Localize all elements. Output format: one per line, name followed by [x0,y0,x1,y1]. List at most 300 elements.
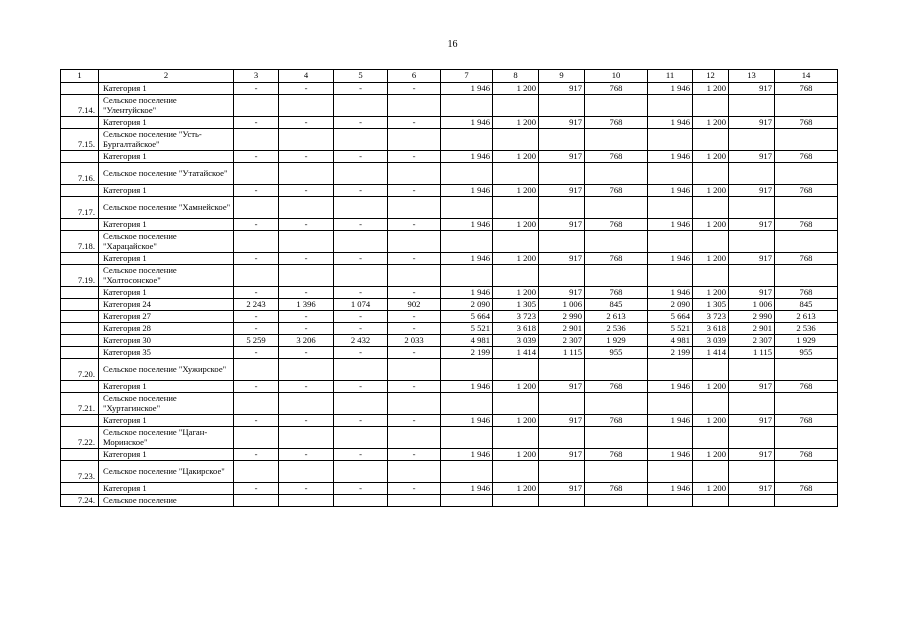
value-cell: 1 946 [648,185,693,197]
tariff-table [60,69,838,507]
settlement-row [61,461,838,483]
empty-cell [441,265,493,287]
value-cell: 1 946 [441,483,493,495]
value-cell: 4 981 [648,335,693,347]
value-cell: - [234,449,279,461]
settlement-name: Сельское поселение "Улентуйское" [99,95,234,117]
value-cell: 1 200 [493,449,539,461]
value-cell: 1 414 [693,347,729,359]
value-cell: 1 200 [493,83,539,95]
value-cell: 917 [729,253,775,265]
value-cell: - [279,151,334,163]
settlement-row [61,163,838,185]
empty-cell [539,393,585,415]
empty-cell [729,393,775,415]
value-cell: 917 [729,381,775,393]
value-cell: - [279,83,334,95]
empty-cell [729,359,775,381]
value-cell: 1 946 [648,415,693,427]
category-row [61,287,838,299]
value-cell: 2 536 [585,323,648,335]
value-cell: 768 [585,219,648,231]
empty-cell [648,129,693,151]
empty-cell [388,427,441,449]
value-cell: - [234,117,279,129]
empty-cell [585,265,648,287]
value-cell: 1 946 [441,253,493,265]
value-cell: 1 946 [648,483,693,495]
empty-cell [539,129,585,151]
value-cell: 1 946 [648,287,693,299]
value-cell: - [334,311,388,323]
settlement-row [61,359,838,381]
value-cell: 1 946 [648,381,693,393]
category-row [61,117,838,129]
empty-cell [279,265,334,287]
value-cell: - [334,483,388,495]
value-cell: 1 929 [775,335,838,347]
empty-cell [539,495,585,507]
category-row [61,83,838,95]
category-label: Категория 1 [99,83,234,95]
value-cell: 917 [539,415,585,427]
value-cell: 1 006 [539,299,585,311]
empty-cell [729,231,775,253]
value-cell: 1 929 [585,335,648,347]
category-label: Категория 35 [99,347,234,359]
value-cell: 768 [775,253,838,265]
value-cell: 1 946 [441,449,493,461]
value-cell: 1 200 [693,219,729,231]
empty-cell [334,163,388,185]
value-cell: - [334,219,388,231]
value-cell: 917 [539,185,585,197]
value-cell: 2 901 [539,323,585,335]
value-cell: - [234,323,279,335]
empty-cell [234,197,279,219]
value-cell: 768 [585,185,648,197]
empty-cell [729,95,775,117]
value-cell: 1 200 [693,483,729,495]
settlement-index: 7.21. [61,393,99,415]
settlement-name: Сельское поселение "Харацайское" [99,231,234,253]
category-label: Категория 1 [99,415,234,427]
value-cell: 3 618 [693,323,729,335]
index-cell [61,117,99,129]
index-cell [61,299,99,311]
empty-cell [539,197,585,219]
category-label: Категория 1 [99,219,234,231]
value-cell: - [234,311,279,323]
index-cell [61,287,99,299]
empty-cell [493,231,539,253]
category-row [61,381,838,393]
value-cell: - [388,323,441,335]
value-cell: 1 200 [493,185,539,197]
settlement-name: Сельское поселение "Хамнейское" [99,197,234,219]
value-cell: 1 946 [441,415,493,427]
value-cell: 5 521 [648,323,693,335]
empty-cell [775,265,838,287]
value-cell: 1 200 [693,185,729,197]
empty-cell [279,359,334,381]
column-number-cell: 4 [279,70,334,83]
value-cell: 1 200 [493,151,539,163]
value-cell: 917 [539,287,585,299]
value-cell: 917 [539,117,585,129]
settlement-name: Сельское поселение "Цаган-Моринское" [99,427,234,449]
empty-cell [493,359,539,381]
column-number-row [61,70,838,83]
value-cell: 1 006 [729,299,775,311]
value-cell: 768 [585,117,648,129]
value-cell: 845 [775,299,838,311]
empty-cell [334,129,388,151]
empty-cell [441,197,493,219]
empty-cell [539,265,585,287]
value-cell: - [334,347,388,359]
value-cell: 768 [775,185,838,197]
empty-cell [585,359,648,381]
value-cell: 1 200 [493,415,539,427]
value-cell: 1 200 [693,415,729,427]
empty-cell [775,359,838,381]
empty-cell [388,163,441,185]
column-number-cell: 1 [61,70,99,83]
value-cell: 5 664 [648,311,693,323]
empty-cell [585,461,648,483]
value-cell: - [234,483,279,495]
empty-cell [279,95,334,117]
value-cell: 917 [539,483,585,495]
value-cell: 768 [585,151,648,163]
value-cell: - [234,185,279,197]
value-cell: - [279,323,334,335]
empty-cell [693,129,729,151]
empty-cell [234,359,279,381]
value-cell: 768 [585,415,648,427]
index-cell [61,347,99,359]
empty-cell [585,129,648,151]
value-cell: 917 [729,83,775,95]
value-cell: 1 946 [441,117,493,129]
empty-cell [334,197,388,219]
empty-cell [388,495,441,507]
empty-cell [388,95,441,117]
settlement-row [61,265,838,287]
value-cell: - [334,449,388,461]
category-row [61,185,838,197]
value-cell: 917 [729,449,775,461]
empty-cell [539,461,585,483]
category-label: Категория 28 [99,323,234,335]
empty-cell [334,495,388,507]
value-cell: - [279,219,334,231]
value-cell: - [279,253,334,265]
empty-cell [693,95,729,117]
settlement-name: Сельское поселение [99,495,234,507]
value-cell: 2 199 [648,347,693,359]
value-cell: 1 200 [693,253,729,265]
column-number-cell: 14 [775,70,838,83]
settlement-index: 7.24. [61,495,99,507]
value-cell: 768 [775,219,838,231]
value-cell: - [234,347,279,359]
value-cell: 917 [729,219,775,231]
value-cell: 3 039 [493,335,539,347]
value-cell: 1 946 [648,253,693,265]
empty-cell [648,461,693,483]
value-cell: 5 664 [441,311,493,323]
value-cell: - [279,185,334,197]
empty-cell [334,461,388,483]
value-cell: 917 [729,151,775,163]
column-number-cell: 13 [729,70,775,83]
value-cell: 1 200 [493,381,539,393]
value-cell: 2 243 [234,299,279,311]
value-cell: 1 946 [648,117,693,129]
empty-cell [585,163,648,185]
empty-cell [493,427,539,449]
value-cell: 4 981 [441,335,493,347]
value-cell: 2 536 [775,323,838,335]
value-cell: - [388,287,441,299]
value-cell: - [388,381,441,393]
value-cell: 955 [585,347,648,359]
empty-cell [729,427,775,449]
empty-cell [775,427,838,449]
value-cell: - [334,323,388,335]
empty-cell [234,495,279,507]
value-cell: - [234,287,279,299]
value-cell: 3 039 [693,335,729,347]
empty-cell [729,163,775,185]
value-cell: 2 901 [729,323,775,335]
empty-cell [585,231,648,253]
empty-cell [334,427,388,449]
value-cell: 768 [585,483,648,495]
value-cell: - [388,117,441,129]
column-number-cell: 6 [388,70,441,83]
value-cell: 2 432 [334,335,388,347]
value-cell: - [388,253,441,265]
index-cell [61,311,99,323]
value-cell: 3 206 [279,335,334,347]
value-cell: 845 [585,299,648,311]
empty-cell [441,359,493,381]
value-cell: 1 305 [493,299,539,311]
index-cell [61,381,99,393]
value-cell: 1 305 [693,299,729,311]
empty-cell [693,495,729,507]
empty-cell [388,265,441,287]
category-label: Категория 24 [99,299,234,311]
category-row [61,253,838,265]
empty-cell [775,163,838,185]
category-label: Категория 1 [99,253,234,265]
value-cell: - [388,415,441,427]
value-cell: - [234,381,279,393]
value-cell: 1 200 [693,117,729,129]
value-cell: - [279,483,334,495]
value-cell: 768 [585,287,648,299]
empty-cell [388,197,441,219]
value-cell: - [334,151,388,163]
value-cell: - [279,311,334,323]
value-cell: 917 [539,253,585,265]
index-cell [61,253,99,265]
column-number-cell: 9 [539,70,585,83]
empty-cell [493,163,539,185]
settlement-row [61,129,838,151]
empty-cell [279,427,334,449]
empty-cell [493,393,539,415]
empty-cell [441,393,493,415]
column-number-cell: 11 [648,70,693,83]
empty-cell [388,461,441,483]
empty-cell [775,495,838,507]
empty-cell [234,95,279,117]
category-row [61,347,838,359]
value-cell: - [388,219,441,231]
settlement-index: 7.19. [61,265,99,287]
column-number-cell: 3 [234,70,279,83]
value-cell: 3 723 [493,311,539,323]
category-row [61,415,838,427]
value-cell: 2 613 [585,311,648,323]
empty-cell [493,129,539,151]
value-cell: 1 946 [648,449,693,461]
value-cell: 917 [539,219,585,231]
value-cell: - [234,83,279,95]
category-label: Категория 1 [99,117,234,129]
page-number: 16 [447,39,458,50]
empty-cell [234,393,279,415]
empty-cell [729,265,775,287]
empty-cell [539,231,585,253]
category-row [61,299,838,311]
value-cell: 1 414 [493,347,539,359]
value-cell: 917 [729,483,775,495]
value-cell: 917 [539,381,585,393]
value-cell: - [388,311,441,323]
value-cell: 1 946 [441,381,493,393]
settlement-name: Сельское поселение "Холтосонское" [99,265,234,287]
settlement-name: Сельское поселение "Усть-Бургалтайское" [99,129,234,151]
empty-cell [585,495,648,507]
empty-cell [279,393,334,415]
index-cell [61,483,99,495]
index-cell [61,323,99,335]
empty-cell [775,461,838,483]
empty-cell [648,393,693,415]
value-cell: 1 946 [648,151,693,163]
empty-cell [585,427,648,449]
empty-cell [648,95,693,117]
value-cell: - [334,83,388,95]
empty-cell [693,163,729,185]
empty-cell [441,129,493,151]
empty-cell [729,197,775,219]
empty-cell [441,461,493,483]
category-row [61,151,838,163]
settlement-index: 7.22. [61,427,99,449]
value-cell: 1 946 [441,219,493,231]
value-cell: 2 990 [539,311,585,323]
value-cell: - [234,415,279,427]
value-cell: 1 115 [729,347,775,359]
value-cell: 1 946 [441,185,493,197]
index-cell [61,449,99,461]
settlement-index: 7.15. [61,129,99,151]
value-cell: - [388,83,441,95]
empty-cell [334,265,388,287]
settlement-index: 7.17. [61,197,99,219]
empty-cell [729,495,775,507]
empty-cell [693,427,729,449]
index-cell [61,415,99,427]
settlement-row [61,231,838,253]
value-cell: - [334,185,388,197]
value-cell: 768 [775,117,838,129]
value-cell: 1 200 [693,381,729,393]
value-cell: - [234,253,279,265]
empty-cell [279,163,334,185]
value-cell: 1 396 [279,299,334,311]
empty-cell [775,95,838,117]
value-cell: 1 200 [493,253,539,265]
index-cell [61,219,99,231]
value-cell: - [388,483,441,495]
value-cell: 5 259 [234,335,279,347]
empty-cell [234,265,279,287]
value-cell: 5 521 [441,323,493,335]
empty-cell [234,461,279,483]
category-label: Категория 30 [99,335,234,347]
value-cell: 917 [729,185,775,197]
value-cell: 768 [775,483,838,495]
value-cell: 1 200 [693,287,729,299]
category-label: Категория 1 [99,185,234,197]
value-cell: 1 115 [539,347,585,359]
value-cell: - [388,347,441,359]
value-cell: 3 618 [493,323,539,335]
category-label: Категория 1 [99,381,234,393]
empty-cell [539,163,585,185]
empty-cell [585,197,648,219]
category-label: Категория 1 [99,449,234,461]
value-cell: 2 307 [729,335,775,347]
empty-cell [585,393,648,415]
empty-cell [334,231,388,253]
category-label: Категория 1 [99,151,234,163]
empty-cell [539,95,585,117]
value-cell: - [279,117,334,129]
value-cell: - [279,347,334,359]
empty-cell [388,359,441,381]
value-cell: 917 [539,151,585,163]
value-cell: - [334,287,388,299]
value-cell: 1 200 [693,83,729,95]
index-cell [61,335,99,347]
empty-cell [234,427,279,449]
category-row [61,483,838,495]
empty-cell [493,265,539,287]
empty-cell [334,95,388,117]
value-cell: 1 946 [441,151,493,163]
settlement-name: Сельское поселение "Хужирское" [99,359,234,381]
empty-cell [648,265,693,287]
